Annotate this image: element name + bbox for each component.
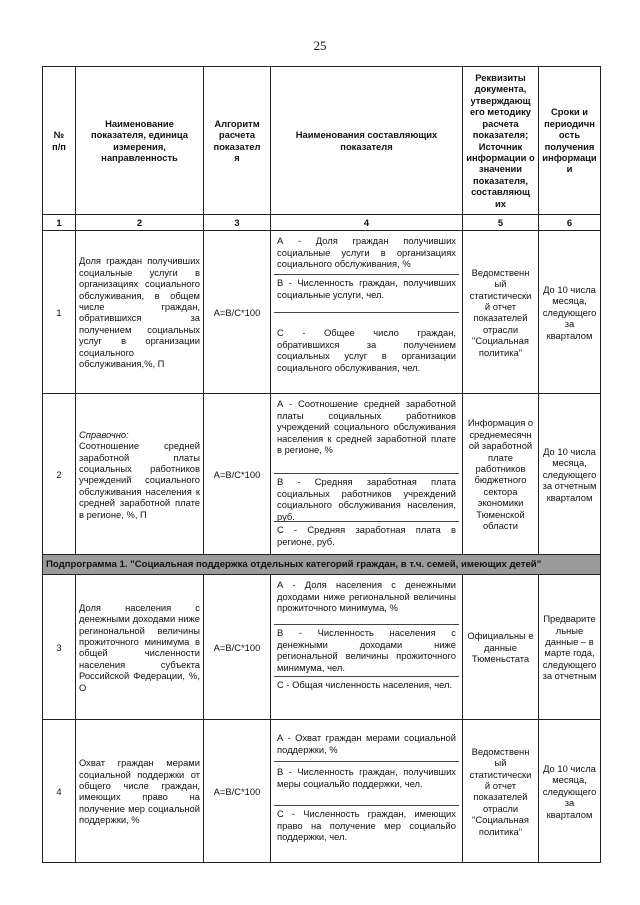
subprogram-title: Подпрограмма 1. "Социальная поддержка отдельных категорий граждан, в т.ч. семей, имеющих детей" xyxy=(43,555,601,575)
algorithm: A=B/C*100 xyxy=(204,720,271,863)
component-a: А - Доля граждан получивших социальные услуги в организациях социального обслуживания, % xyxy=(274,233,459,275)
column-number: 2 xyxy=(76,215,204,231)
row-number: 1 xyxy=(43,231,76,394)
component-a: А - Охват граждан мерами социальной поддержки, % xyxy=(274,722,459,762)
component-c: С - Численность граждан, имеющих право на получение мер социальйо поддержки, чел. xyxy=(277,808,456,843)
frequency: До 10 числа месяца, следующего за кварталом xyxy=(539,231,601,394)
algorithm: A=B/C*100 xyxy=(204,231,271,394)
frequency: До 10 числа месяца, следующего за отчетным кварталом xyxy=(539,394,601,555)
source: Ведомственн ый статистически й отчет показателей отрасли "Социальная политика" xyxy=(463,720,539,863)
column-number-row xyxy=(43,215,601,231)
table-row xyxy=(43,720,601,863)
components-cell xyxy=(271,575,463,720)
algorithm: A=B/C*100 xyxy=(204,394,271,555)
indicators-table xyxy=(42,66,601,863)
header-source: Реквизиты документа, утверждающ его методику расчета показателя; Источник информации о значении показателя, составляющ их xyxy=(463,67,539,215)
component-b: В - Численность граждан, получивших меры социальйо поддержки, чел. xyxy=(274,762,459,806)
page-number: 25 xyxy=(313,38,327,53)
header-components: Наименования составляющих показателя xyxy=(271,67,463,215)
component-a: А - Соотношение средней заработной платы социальных работников учреждений социального обслуживания населения к средней заработной плате в регионе, % xyxy=(274,396,459,474)
components-cell xyxy=(271,394,463,555)
source: Информация о среднемесячн ой заработной плате работников бюджетного сектора экономики Тюменской области xyxy=(463,394,539,555)
header-algorithm: Алгоритм расчета показател я xyxy=(204,67,271,215)
component-c: С - Общая численность населения, чел. xyxy=(277,679,453,691)
row-number: 3 xyxy=(43,575,76,720)
table-row xyxy=(43,575,601,720)
table-row xyxy=(43,394,601,555)
indicator-name: Охват граждан мерами социальной поддержки от общего числе граждан, имеющих право на получение мер социальной поддержки, % xyxy=(76,720,204,863)
frequency: Предварите льные данные – в марте года, следующего за отчетным xyxy=(539,575,601,720)
component-b: В - Средняя заработная плата социальных работников учреждений социального обслуживания населения, руб. xyxy=(274,474,459,522)
components-cell xyxy=(271,720,463,863)
component-c: С - Общее число граждан, обратившихся за получением социальных услуг в организации социального обслуживания, чел. xyxy=(277,327,456,373)
reference-note: Справочно: xyxy=(79,428,129,440)
indicator-name-cell xyxy=(76,394,204,555)
column-number: 4 xyxy=(271,215,463,231)
header-name: Наименование показателя, единица измерения, направленность xyxy=(76,67,204,215)
indicator-name: Доля населения с денежными доходами ниже регинональной величины прожиточного минимума в общей численности населения субъекта Российской Федерации, %, О xyxy=(76,575,204,720)
component-b: В - Численность населения с денежными доходами ниже региональной величины прожиточного минимума, чел. xyxy=(274,625,459,677)
column-number: 1 xyxy=(43,215,76,231)
component-a: А - Доля населения с денежными доходами ниже региональной величины прожиточного минимума, % xyxy=(274,577,459,625)
components-cell xyxy=(271,231,463,394)
column-number: 3 xyxy=(204,215,271,231)
source: Официальны е данные Тюменьстата xyxy=(463,575,539,720)
subprogram-row xyxy=(43,555,601,575)
source: Ведомственн ый статистически й отчет показателей отрасли "Социальная политика" xyxy=(463,231,539,394)
algorithm: A=B/C*100 xyxy=(204,575,271,720)
component-c: С - Средняя заработная плата в регионе, руб. xyxy=(277,524,456,547)
indicator-name: Соотношение средней заработной платы социальных работников учреждений социального обслуживания населения к средней заработной плате в регионе, %, П xyxy=(79,440,200,520)
column-number: 5 xyxy=(463,215,539,231)
row-number: 4 xyxy=(43,720,76,863)
column-number: 6 xyxy=(539,215,601,231)
indicator-name: Доля граждан получивших социальные услуги в организациях социального обслуживания, в общем числе граждан, обратившихся за получением социальных услуг в организации социального обслуживания,%, П xyxy=(76,231,204,394)
component-b: В - Численность граждан, получивших социальные услуги, чел. xyxy=(274,275,459,313)
header-frequency: Сроки и периодичн ость получения информаци и xyxy=(539,67,601,215)
header-num: № п/п xyxy=(43,67,76,215)
frequency: До 10 числа месяца, следующего за кварталом xyxy=(539,720,601,863)
table-row xyxy=(43,231,601,394)
row-number: 2 xyxy=(43,394,76,555)
